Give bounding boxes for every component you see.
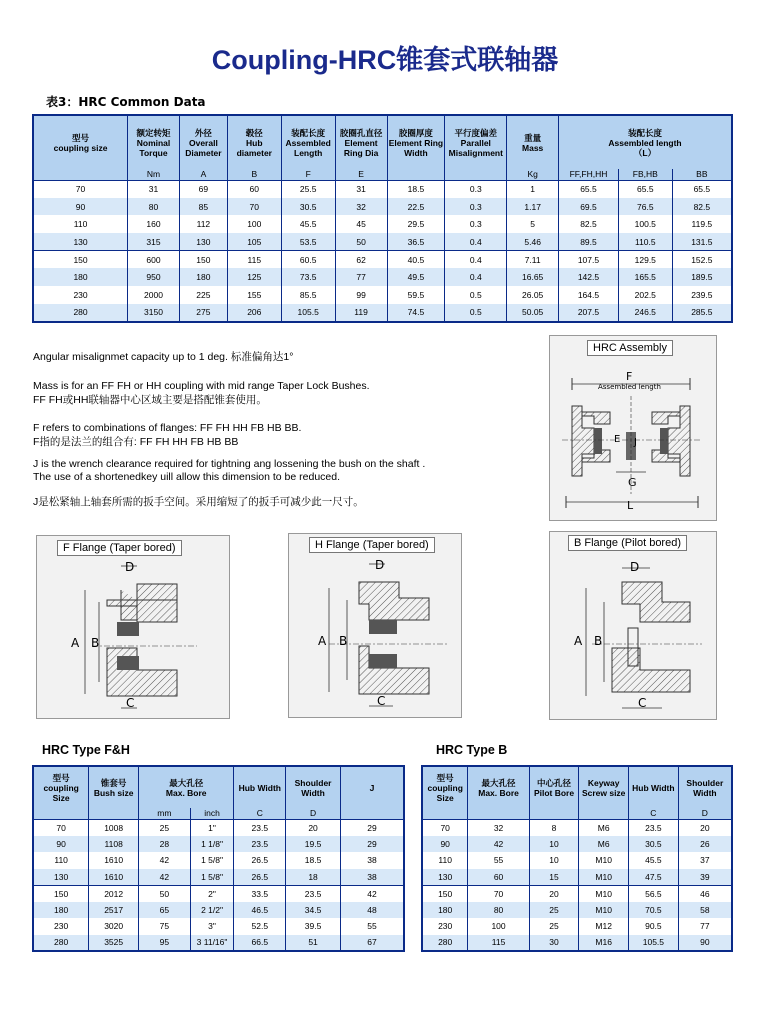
col-header-assembled: 装配长度 Assembled length （L） bbox=[559, 115, 732, 169]
table-cell: 90 bbox=[422, 836, 468, 853]
table-cell: 56.5 bbox=[629, 885, 679, 902]
table-row bbox=[33, 852, 404, 869]
table-cell: 0.4 bbox=[445, 251, 507, 269]
table-cell: 30.5 bbox=[629, 836, 679, 853]
col-header: 锥套号 Bush size bbox=[89, 766, 139, 808]
table-cell: 65.5 bbox=[559, 180, 619, 198]
table-cell: 110 bbox=[33, 215, 128, 233]
table-cell: 150 bbox=[33, 885, 89, 902]
table-cell: 1" bbox=[190, 819, 234, 836]
table-cell: 52.5 bbox=[234, 918, 286, 935]
table-cell: 70 bbox=[468, 885, 529, 902]
table-cell: 60.5 bbox=[281, 251, 335, 269]
col-header: 额定转矩 Nominal Torque bbox=[128, 115, 180, 169]
table-cell: 42 bbox=[139, 869, 191, 886]
table-cell: 99 bbox=[335, 286, 387, 304]
dim-label-b: B bbox=[339, 634, 348, 648]
table-cell: 129.5 bbox=[618, 251, 672, 269]
table-row bbox=[422, 902, 732, 919]
dim-label-e: E bbox=[614, 434, 621, 445]
table-cell: 0.4 bbox=[445, 268, 507, 286]
table-cell: 32 bbox=[335, 198, 387, 216]
dim-label-g: G bbox=[628, 476, 637, 489]
table-cell: M16 bbox=[579, 935, 629, 952]
common-data-table: 型号 coupling size 额定转矩 Nominal Torque 外径 Overall Diameter 毂径 Hub diameter 装配长度 Assembled Length 胶圈孔直径 Element Ring Dia 胶圈厚度 Element Ring Width 平行度偏差 Parallel Misalignment 重量 Mass 装配长度 Assembled length （L） Nm A B F E Kg FF,FH,HH FB,HB BB 70 31 69 60 25.5 31 18.5 0.3 1 65.5 65.5 65.5 90 80 85 70 30.5 32 22.5 0.3 1.17 69.5 76.5 82.5 110 160 112 100 45.5 45 29.5 0.3 5 82.5 100.5 119.5 130 315 130 105 53.5 50 36.5 0.4 5.46 89.5 110.5 131.5 150 600 150 115 60.5 62 40.5 0.4 7.11 107.5 129.5 152.5 180 950 180 125 73.5 77 49.5 0.4 16.65 142.5 165.5 189.5 230 2000 225 155 85.5 99 59.5 0.5 26.05 164.5 202.5 239.5 280 3150 275 206 105.5 119 74.5 0.5 50.05 207.5 246.5 285.5 bbox=[32, 114, 733, 323]
table-cell: 33.5 bbox=[234, 885, 286, 902]
table-cell: 69.5 bbox=[559, 198, 619, 216]
table-cell: 0.3 bbox=[445, 180, 507, 198]
table-cell: M10 bbox=[579, 852, 629, 869]
table-cell: 69 bbox=[179, 180, 227, 198]
table-cell: 110 bbox=[422, 852, 468, 869]
table-cell: 45 bbox=[335, 215, 387, 233]
table-cell: M6 bbox=[579, 819, 629, 836]
table-cell: 65.5 bbox=[672, 180, 732, 198]
dim-label-a: A bbox=[71, 636, 80, 650]
table-cell: 131.5 bbox=[672, 233, 732, 251]
table-cell: 239.5 bbox=[672, 286, 732, 304]
table-cell: 77 bbox=[678, 918, 732, 935]
table-cell: 105.5 bbox=[281, 304, 335, 322]
table-cell: M6 bbox=[579, 836, 629, 853]
b-flange-diagram bbox=[549, 531, 717, 720]
table-cell: 100.5 bbox=[618, 215, 672, 233]
table-cell: 38 bbox=[340, 869, 404, 886]
col-header: 最大孔径 Max. Bore bbox=[139, 766, 234, 808]
table-cell: 285.5 bbox=[672, 304, 732, 322]
table-cell: 42 bbox=[139, 852, 191, 869]
table-cell: 28 bbox=[139, 836, 191, 853]
col-header: 毂径 Hub diameter bbox=[227, 115, 281, 169]
table-cell: 280 bbox=[33, 304, 128, 322]
table-cell: 152.5 bbox=[672, 251, 732, 269]
dim-label-b: B bbox=[91, 636, 100, 650]
table-cell: 280 bbox=[33, 935, 89, 952]
table-cell: 65 bbox=[139, 902, 191, 919]
table-row bbox=[33, 251, 732, 269]
table-cell: 2012 bbox=[89, 885, 139, 902]
table-cell: 19.5 bbox=[286, 836, 341, 853]
dim-label-c: C bbox=[126, 696, 135, 710]
note-flange-en: F refers to combinations of flanges: FF FH HH FB HB BB. bbox=[33, 422, 302, 434]
table-cell: 38 bbox=[340, 852, 404, 869]
dim-label-l: L bbox=[627, 499, 634, 512]
table-cell: 31 bbox=[128, 180, 180, 198]
table-cell: 0.5 bbox=[445, 286, 507, 304]
table-row bbox=[33, 935, 404, 952]
table-cell: 130 bbox=[33, 233, 128, 251]
table-cell: 150 bbox=[179, 251, 227, 269]
table-cell: 3525 bbox=[89, 935, 139, 952]
table-cell: 207.5 bbox=[559, 304, 619, 322]
dim-label-b: B bbox=[594, 634, 603, 648]
table-row bbox=[33, 180, 732, 198]
table-cell: 70 bbox=[422, 819, 468, 836]
table-cell: 112 bbox=[179, 215, 227, 233]
table-cell: 74.5 bbox=[387, 304, 445, 322]
col-header: 胶圈厚度 Element Ring Width bbox=[387, 115, 445, 169]
table-cell: 70 bbox=[33, 180, 128, 198]
table-cell: 73.5 bbox=[281, 268, 335, 286]
fh-section-title: HRC Type F&H bbox=[42, 743, 130, 757]
table-cell: 5 bbox=[507, 215, 559, 233]
table-cell: 50 bbox=[139, 885, 191, 902]
table-row bbox=[422, 836, 732, 853]
b-section-title: HRC Type B bbox=[436, 743, 508, 757]
table-cell: 180 bbox=[33, 268, 128, 286]
table-cell: 37 bbox=[678, 852, 732, 869]
table-cell: 1 5/8" bbox=[190, 852, 234, 869]
table-cell: 1610 bbox=[89, 869, 139, 886]
table-cell: 36.5 bbox=[387, 233, 445, 251]
table-cell: 82.5 bbox=[559, 215, 619, 233]
dim-label-c: C bbox=[377, 694, 386, 708]
table-cell: 10 bbox=[529, 852, 579, 869]
col-header: 重量 Mass bbox=[507, 115, 559, 169]
table-cell: 25 bbox=[529, 902, 579, 919]
table-cell: 60 bbox=[468, 869, 529, 886]
table-row bbox=[33, 198, 732, 216]
table-cell: 230 bbox=[422, 918, 468, 935]
table-cell: 23.5 bbox=[286, 885, 341, 902]
table-cell: 1 1/8" bbox=[190, 836, 234, 853]
table-cell: 2 1/2" bbox=[190, 902, 234, 919]
page-title: Coupling-HRC锥套式联轴器 bbox=[211, 45, 559, 75]
dim-label-assembled: Assembled length bbox=[598, 383, 661, 391]
fh-data-table: 型号 coupling Size 锥套号 Bush size 最大孔径 Max. Bore Hub Width Shoulder Width J mm inch C D 70 1008 25 1" 23.5 20 29 90 1108 28 1 1/8" 23.5 19.5 29 110 1610 42 1 5/8" 26.5 18.5 38 130 1610 42 1 5/8" 26.5 18 38 150 2012 50 2" 33.5 23.5 42 180 2517 65 2 1/2" 46.5 34.5 48 230 3020 75 3" 52.5 39.5 55 280 3525 95 3 11/16" 66.5 51 67 bbox=[32, 765, 405, 952]
f-flange-diagram bbox=[36, 535, 230, 719]
table-cell: 20 bbox=[529, 885, 579, 902]
table-cell: 1.17 bbox=[507, 198, 559, 216]
table-cell: 230 bbox=[33, 286, 128, 304]
table-cell: 25 bbox=[529, 918, 579, 935]
table-cell: 77 bbox=[335, 268, 387, 286]
table-row bbox=[33, 902, 404, 919]
table-cell: 0.4 bbox=[445, 233, 507, 251]
table-cell: 25.5 bbox=[281, 180, 335, 198]
table-cell: 29.5 bbox=[387, 215, 445, 233]
h-flange-title: H Flange (Taper bored) bbox=[309, 537, 435, 553]
table-cell: 90.5 bbox=[629, 918, 679, 935]
table-cell: 180 bbox=[179, 268, 227, 286]
note-j-cn: J是松紧轴上轴套所需的扳手空间。采用缩短了的扳手可减少此一尺寸。 bbox=[33, 496, 364, 508]
table-cell: 16.65 bbox=[507, 268, 559, 286]
table-cell: 105.5 bbox=[629, 935, 679, 952]
table-cell: 26.05 bbox=[507, 286, 559, 304]
table-row bbox=[422, 819, 732, 836]
table-cell: 22.5 bbox=[387, 198, 445, 216]
table-cell: 5.46 bbox=[507, 233, 559, 251]
table-cell: 85.5 bbox=[281, 286, 335, 304]
assembly-title: HRC Assembly bbox=[587, 340, 673, 356]
table-cell: 225 bbox=[179, 286, 227, 304]
table-cell: 189.5 bbox=[672, 268, 732, 286]
table-cell: 1 bbox=[507, 180, 559, 198]
table-row bbox=[33, 836, 404, 853]
h-flange-diagram bbox=[288, 533, 462, 718]
table-cell: 165.5 bbox=[618, 268, 672, 286]
table-cell: 115 bbox=[468, 935, 529, 952]
table-cell: 31 bbox=[335, 180, 387, 198]
table-cell: 89.5 bbox=[559, 233, 619, 251]
f-flange-title: F Flange (Taper bored) bbox=[57, 540, 182, 556]
table-row bbox=[422, 869, 732, 886]
table-cell: 50 bbox=[335, 233, 387, 251]
table-cell: 2" bbox=[190, 885, 234, 902]
dim-label-j: J bbox=[634, 437, 637, 448]
table-cell: M10 bbox=[579, 885, 629, 902]
b-data-table: 型号 coupling Size 最大孔径 Max. Bore 中心孔径 Pilot Bore Keyway Screw size Hub Width Shoulder Width C D 70 32 8 M6 23.5 20 90 42 10 M6 30.5 26 110 55 10 M10 45.5 37 130 60 15 M10 47.5 39 150 70 20 M10 56.5 46 180 80 25 M10 70.5 58 230 100 25 M12 90.5 77 280 115 30 M16 105.5 90 bbox=[421, 765, 733, 952]
table-row bbox=[422, 935, 732, 952]
table-cell: 110 bbox=[33, 852, 89, 869]
table-cell: 3020 bbox=[89, 918, 139, 935]
table-cell: 202.5 bbox=[618, 286, 672, 304]
table-cell: 39.5 bbox=[286, 918, 341, 935]
table-cell: 142.5 bbox=[559, 268, 619, 286]
col-header: 平行度偏差 Parallel Misalignment bbox=[445, 115, 507, 169]
table-cell: 130 bbox=[179, 233, 227, 251]
table-cell: 160 bbox=[128, 215, 180, 233]
table-row bbox=[422, 852, 732, 869]
table-cell: 115 bbox=[227, 251, 281, 269]
table-cell: 67 bbox=[340, 935, 404, 952]
table-cell: 275 bbox=[179, 304, 227, 322]
table-cell: 119.5 bbox=[672, 215, 732, 233]
table-cell: 90 bbox=[33, 198, 128, 216]
note-mass-cn: FF FH或HH联轴器中心区域主要是搭配锥套使用。 bbox=[33, 394, 267, 406]
table-cell: 29 bbox=[340, 836, 404, 853]
table-row bbox=[33, 304, 732, 322]
table-cell: 55 bbox=[468, 852, 529, 869]
table-cell: 150 bbox=[422, 885, 468, 902]
col-header: Keyway Screw size bbox=[579, 766, 629, 808]
table-cell: 246.5 bbox=[618, 304, 672, 322]
table-cell: 10 bbox=[529, 836, 579, 853]
table-cell: 18.5 bbox=[286, 852, 341, 869]
table-cell: 1610 bbox=[89, 852, 139, 869]
table-cell: 23.5 bbox=[629, 819, 679, 836]
table-cell: 30 bbox=[529, 935, 579, 952]
col-header: 型号 coupling Size bbox=[422, 766, 468, 808]
table-cell: 110.5 bbox=[618, 233, 672, 251]
table-cell: 1008 bbox=[89, 819, 139, 836]
assembly-diagram bbox=[549, 335, 717, 521]
table-cell: 45.5 bbox=[629, 852, 679, 869]
table-cell: 49.5 bbox=[387, 268, 445, 286]
table-cell: M10 bbox=[579, 902, 629, 919]
table-cell: 3150 bbox=[128, 304, 180, 322]
table-cell: 32 bbox=[468, 819, 529, 836]
table-cell: 46.5 bbox=[234, 902, 286, 919]
table-cell: 0.5 bbox=[445, 304, 507, 322]
table-cell: 30.5 bbox=[281, 198, 335, 216]
table-cell: 95 bbox=[139, 935, 191, 952]
table-cell: 66.5 bbox=[234, 935, 286, 952]
table-cell: 23.5 bbox=[234, 819, 286, 836]
dim-label-d: D bbox=[630, 560, 640, 574]
table-row bbox=[33, 286, 732, 304]
table-cell: 206 bbox=[227, 304, 281, 322]
table-cell: 29 bbox=[340, 819, 404, 836]
table-cell: 47.5 bbox=[629, 869, 679, 886]
table-cell: 130 bbox=[33, 869, 89, 886]
table-cell: 26.5 bbox=[234, 869, 286, 886]
table-cell: 80 bbox=[128, 198, 180, 216]
table-cell: 1108 bbox=[89, 836, 139, 853]
col-header: Shoulder Width bbox=[678, 766, 732, 808]
table-cell: 26 bbox=[678, 836, 732, 853]
table-cell: 58 bbox=[678, 902, 732, 919]
table-cell: M12 bbox=[579, 918, 629, 935]
table-cell: 600 bbox=[128, 251, 180, 269]
table-cell: 130 bbox=[422, 869, 468, 886]
col-header: 最大孔径 Max. Bore bbox=[468, 766, 529, 808]
table-cell: 18 bbox=[286, 869, 341, 886]
table-cell: 26.5 bbox=[234, 852, 286, 869]
table-row bbox=[33, 268, 732, 286]
table-cell: 107.5 bbox=[559, 251, 619, 269]
table-cell: 2517 bbox=[89, 902, 139, 919]
table-cell: 100 bbox=[227, 215, 281, 233]
col-header: 胶圈孔直径 Element Ring Dia bbox=[335, 115, 387, 169]
table-cell: 180 bbox=[33, 902, 89, 919]
table-cell: 76.5 bbox=[618, 198, 672, 216]
table-cell: 0.3 bbox=[445, 198, 507, 216]
col-header: 外径 Overall Diameter bbox=[179, 115, 227, 169]
dim-label-a: A bbox=[318, 634, 327, 648]
table-cell: M10 bbox=[579, 869, 629, 886]
table-cell: 82.5 bbox=[672, 198, 732, 216]
col-header: 装配长度 Assembled Length bbox=[281, 115, 335, 169]
table-cell: 90 bbox=[33, 836, 89, 853]
table-row bbox=[33, 819, 404, 836]
note-flange-cn: F指的是法兰的组合有: FF FH HH FB HB BB bbox=[33, 436, 239, 448]
table-cell: 50.05 bbox=[507, 304, 559, 322]
col-header: Hub Width bbox=[629, 766, 679, 808]
table-cell: 15 bbox=[529, 869, 579, 886]
table-cell: 1 5/8" bbox=[190, 869, 234, 886]
table-cell: 0.3 bbox=[445, 215, 507, 233]
dim-label-f: F bbox=[626, 370, 633, 383]
table-cell: 950 bbox=[128, 268, 180, 286]
table-cell: 3 11/16" bbox=[190, 935, 234, 952]
table-row bbox=[33, 215, 732, 233]
col-header: Shoulder Width bbox=[286, 766, 341, 808]
table-cell: 100 bbox=[468, 918, 529, 935]
table-cell: 70.5 bbox=[629, 902, 679, 919]
table-cell: 42 bbox=[340, 885, 404, 902]
note-key-en: The use of a shortenedkey uill allow this dimension to be reduced. bbox=[33, 471, 341, 483]
table-cell: 2000 bbox=[128, 286, 180, 304]
table-cell: 85 bbox=[179, 198, 227, 216]
dim-label-a: A bbox=[574, 634, 583, 648]
table-cell: 20 bbox=[286, 819, 341, 836]
dim-label-c: C bbox=[638, 696, 647, 710]
table-cell: 164.5 bbox=[559, 286, 619, 304]
table-cell: 119 bbox=[335, 304, 387, 322]
table-cell: 155 bbox=[227, 286, 281, 304]
table-row bbox=[422, 885, 732, 902]
table-cell: 55 bbox=[340, 918, 404, 935]
table-cell: 20 bbox=[678, 819, 732, 836]
table-cell: 180 bbox=[422, 902, 468, 919]
table-row bbox=[33, 233, 732, 251]
dim-label-d: D bbox=[375, 558, 385, 572]
table-cell: 280 bbox=[422, 935, 468, 952]
table-cell: 65.5 bbox=[618, 180, 672, 198]
table-cell: 70 bbox=[227, 198, 281, 216]
table-cell: 230 bbox=[33, 918, 89, 935]
b-flange-title: B Flange (Pilot bored) bbox=[568, 535, 687, 551]
table-cell: 23.5 bbox=[234, 836, 286, 853]
table-cell: 18.5 bbox=[387, 180, 445, 198]
table-cell: 53.5 bbox=[281, 233, 335, 251]
table-row bbox=[422, 918, 732, 935]
table-cell: 70 bbox=[33, 819, 89, 836]
table-cell: 105 bbox=[227, 233, 281, 251]
table-caption: 表3：HRC Common Data bbox=[46, 95, 206, 109]
table-cell: 34.5 bbox=[286, 902, 341, 919]
col-header: 型号 coupling size bbox=[33, 115, 128, 169]
table-cell: 60 bbox=[227, 180, 281, 198]
table-cell: 3" bbox=[190, 918, 234, 935]
dim-label-d: D bbox=[125, 560, 135, 574]
table-cell: 25 bbox=[139, 819, 191, 836]
table-cell: 8 bbox=[529, 819, 579, 836]
table-cell: 42 bbox=[468, 836, 529, 853]
table-cell: 39 bbox=[678, 869, 732, 886]
table-cell: 62 bbox=[335, 251, 387, 269]
table-cell: 75 bbox=[139, 918, 191, 935]
table-cell: 90 bbox=[678, 935, 732, 952]
note-j-en: J is the wrench clearance required for tightning ang lossening the bush on the shaft . bbox=[33, 458, 426, 470]
table-cell: 150 bbox=[33, 251, 128, 269]
note-angular: Angular misalignmet capacity up to 1 deg. 标准偏角达1° bbox=[33, 351, 294, 363]
table-cell: 45.5 bbox=[281, 215, 335, 233]
table-cell: 125 bbox=[227, 268, 281, 286]
table-cell: 80 bbox=[468, 902, 529, 919]
col-header: J bbox=[340, 766, 404, 808]
col-header: Hub Width bbox=[234, 766, 286, 808]
table-cell: 46 bbox=[678, 885, 732, 902]
table-row bbox=[33, 885, 404, 902]
note-mass-en: Mass is for an FF FH or HH coupling with mid range Taper Lock Bushes. bbox=[33, 380, 370, 392]
table-cell: 48 bbox=[340, 902, 404, 919]
table-cell: 40.5 bbox=[387, 251, 445, 269]
table-cell: 7.11 bbox=[507, 251, 559, 269]
assembly-drawing bbox=[550, 336, 716, 520]
col-header: 中心孔径 Pilot Bore bbox=[529, 766, 579, 808]
table-row bbox=[33, 869, 404, 886]
table-cell: 59.5 bbox=[387, 286, 445, 304]
table-row bbox=[33, 918, 404, 935]
table-cell: 315 bbox=[128, 233, 180, 251]
table-cell: 51 bbox=[286, 935, 341, 952]
col-header: 型号 coupling Size bbox=[33, 766, 89, 808]
